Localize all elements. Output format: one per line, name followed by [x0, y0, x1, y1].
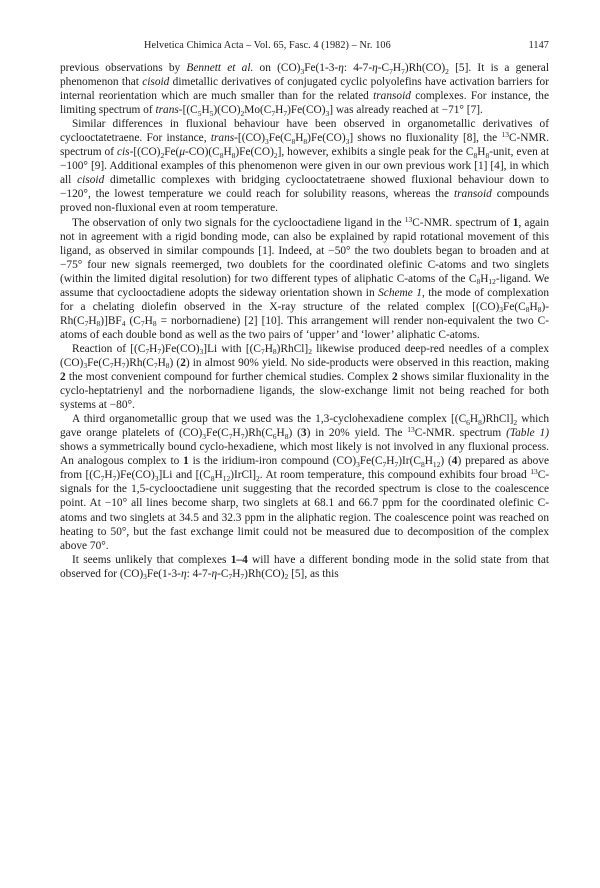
page-number: 1147: [528, 40, 549, 51]
paragraph-6: It seems unlikely that complexes 1–4 will have a different bonding mode in the solid state from that observed for $(CO)_3Fe(1-3-\eta$: $4-7-\eta-C_7H_7)Rh(CO)_2$ [5], as this: [60, 553, 550, 582]
running-header: [60, 40, 549, 54]
paragraph-3: The observation of only two signals for the cyclooctadiene ligand in the $^{13}$C-NMR. spectrum of 1, again not in agreement with a rigid bonding mode, can also be explained by rapid rotational movement of this ligand, as observed in similar compounds [1]. Indeed, at −50° the two doublets began to broaden and at −75° four new signals reemerged, two doublets for the coordinated olefinic C-atoms and two singlets (within the limited digital resolution) for two different types of aliphatic C-atoms of the $C_8H_{12}$-ligand. We assume that cyclooctadiene adopts the sideway orientation shown in Scheme 1, the mode of complexation for a chelating diolefin observed in the X-ray structure of the related complex $[(CO)_3Fe(C_8H_8)-Rh(C_7H_8)]BF_4$ ($C_7H_8$ = norbornadiene) [2] [10]. This arrangement will render non-equivalent the two C-atoms of each double bond as well as the two pairs of ‘upper’ and ‘lower’ aliphatic C-atoms.: [60, 214, 550, 341]
journal-citation: Helvetica Chimica Acta – Vol. 65, Fasc. 4 (1982) – Nr. 106: [144, 40, 391, 51]
paragraph-5: A third organometallic group that we used was the 1,3-cyclohexadiene complex $[(C_6H_8)RhCl]_2$ which gave orange platelets of $(CO)_3Fe(C_7H_7)Rh(C_6H_8)$ (3) in 20% yield. The $^{13}$C-NMR. spectrum (Table 1) shows a symmetrically bound cyclo-hexadiene, which most likely is not involved in any fluxional process. An analogous complex to 1 is the iridium-iron compound $(CO)_3Fe(C_7H_7)Ir(C_8H_{12})$ (4) prepared as above from $[(C_7H_7)Fe(CO)_3]Li$ and $[(C_8H_{12})IrCl]_2$. At room temperature, this compound exhibits four broad $^{13}$C-signals for the 1,5-cyclooctadiene unit suggesting that the recorded spectrum is close to the coalescence point. At −10° all lines become sharp, two singlets at 68.1 and 66.7 ppm for the coordinated olefinic C-atoms and two singlets at 34.5 and 32.3 ppm in the aliphatic region. The coalescence point was reached on heating to 50°, but the fast exchange limit could not be measured due to decomposition of the complex above 70°.: [60, 413, 550, 552]
paragraph-4: Reaction of $[(C_7H_7)Fe(CO)_3]Li$ with $[(C_7H_8)RhCl]_2$ likewise produced deep-red needles of a complex $(CO)_3Fe(C_7H_7)Rh(C_7H_8)$ (2) in almost 90% yield. No side-products were observed in this reaction, making 2 the most convenient compound for further chemical studies. Complex 2 shows similar fluxionality in the cyclo-heptatrienyl and the norbornadiene ligands, the slow-exchange limit not being reached for both systems at −80°.: [60, 342, 549, 412]
paragraph-2: Similar differences in fluxional behaviour have been observed in organometallic derivatives of cyclooctatetraene. For instance, trans-$[(CO)_3Fe(C_8H_8)Fe(CO)_3]$ shows no fluxionality [8], the $^{13}$C-NMR. spectrum of cis-$[(CO)_2Fe(\mu-CO)(C_8H_8)Fe(CO)_2]$, however, exhibits a single peak for the $C_8H_8$-unit, even at −100° [9]. Additional examples of this phenomenon were given in our own previous work [1] [4], in which all cisoid dimetallic complexes with bridging cyclooctatetraene showed fluxional behaviour down to −120°, the lowest temperature we could reach for solubility reasons, whereas the transoid compounds proved non-fluxional even at room temperature.: [60, 118, 550, 215]
article-body: [60, 61, 549, 581]
paragraph-1: previous observations by Bennett et al. on $(CO)_3Fe(1-3-\eta$: $4-7-\eta-C_7H_7)Rh(CO)_2$ [5]. It is a general phenomenon that cisoid dimetallic derivatives of conjugated cyclic polyolefins have activation barriers for internal reorientation which are much smaller than for the related transoid complexes. For instance, the limiting spectrum of trans-$[(C_5H_5)(CO)_2Mo(C_7H_7)Fe(CO)_3]$ was already reached at −71° [7].: [60, 62, 550, 118]
